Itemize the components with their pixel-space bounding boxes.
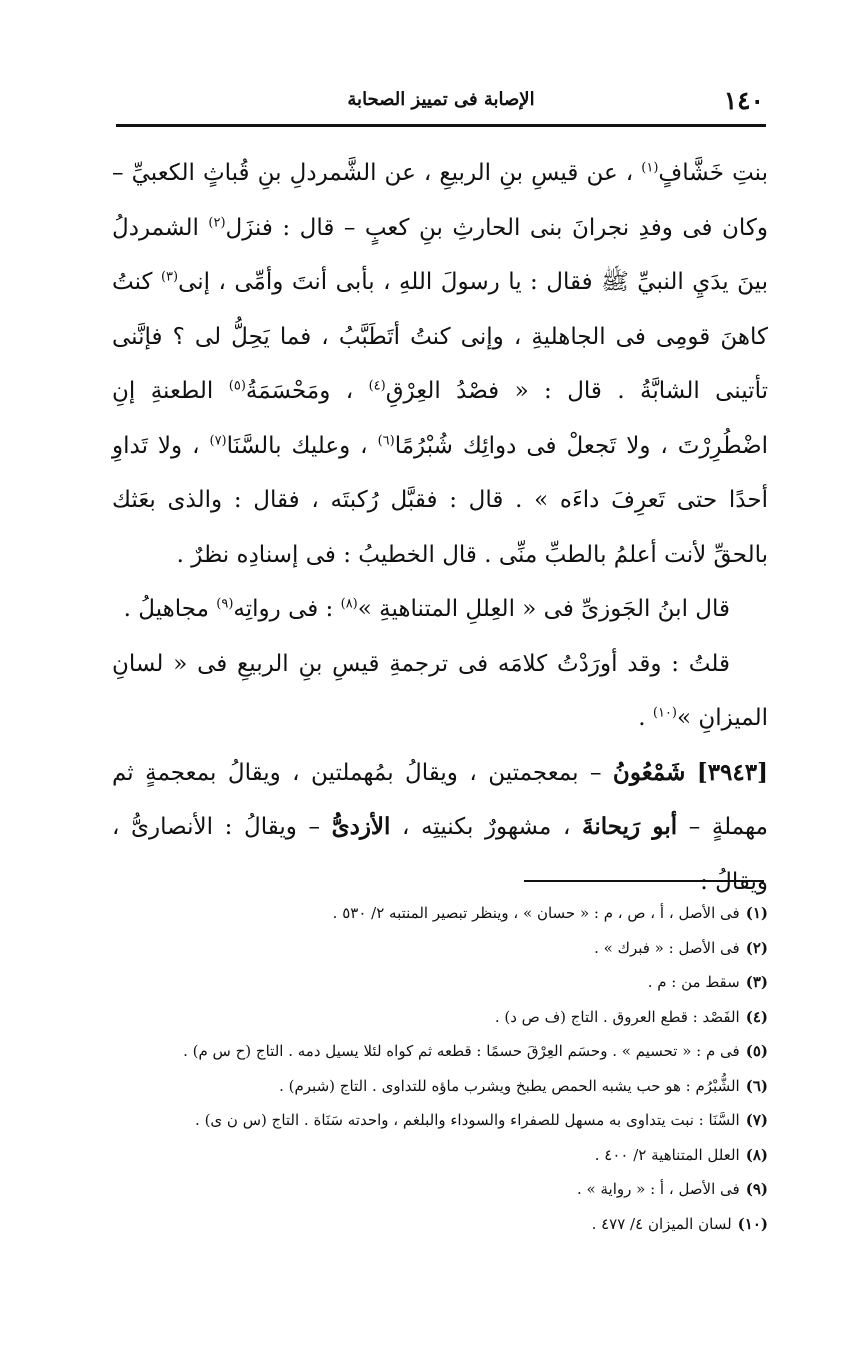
footnote-ref: (٥)	[228, 378, 246, 394]
footnote	[112, 965, 768, 1000]
footnote-text: فى م : « تحسيم » . وحسَم العِرْقَ حسمًا : قطعه ثم كواه لئلا يسيل دمه . التاج (ح س م) .	[183, 1042, 740, 1060]
text-run: مجاهيلُ .	[123, 596, 217, 622]
footnote	[112, 1034, 768, 1069]
footnote-number: (٥)	[745, 1042, 768, 1060]
footnote-text: العلل المتناهية ٢/ ٤٠٠ .	[594, 1145, 740, 1164]
footnote-number: (٢)	[745, 938, 768, 957]
footnote-number: (٧)	[745, 1111, 768, 1129]
entry-nisba: الأزدىُّ	[331, 813, 391, 840]
footnote-number: (٩)	[745, 1180, 768, 1198]
footnote-number: (٦)	[745, 1076, 768, 1095]
text-run: .	[638, 705, 653, 731]
footnote-ref: (١٠)	[652, 705, 677, 721]
footnote-number: (٣)	[745, 973, 768, 991]
ibn-jawzi-paragraph	[112, 582, 768, 637]
main-text	[112, 146, 768, 909]
footnote-ref: (١)	[641, 160, 659, 176]
text-run: – ويقالُ : الأنصارىُّ ، ويقالُ :	[112, 814, 768, 895]
text-run: – بمعجمتين ، ويقالُ بمُهملتين ، ويقالُ بمعجمةٍ ثم مهملةٍ –	[112, 759, 768, 840]
footnote-text: لسان الميزان ٤/ ٤٧٧ .	[591, 1214, 732, 1233]
text-run: ، عن قيسِ بنِ الربيعِ ، عن الشَّمردلِ بنِ قُباثٍ الكعبيِّ – وكان فى وفدِ نجرانَ بنى الحارثِ بنِ كعبٍ – قال : فنزَل	[112, 160, 768, 241]
text-run: قلتُ : وقد أورَدْتُ كلامَه فى ترجمةِ قيسِ بنِ الربيعِ فى « لسانِ الميزانِ »	[112, 650, 768, 731]
footnote-ref: (٧)	[209, 432, 227, 448]
footnote-text: فى الأصل : « فبرك » .	[594, 938, 740, 957]
footnote	[112, 931, 768, 966]
header-rule	[116, 124, 766, 127]
footnote-text: فى الأصل ، أ ، ص ، م : « حسان » ، وينظر تبصير المنتبه ٢/ ٥٣٠ .	[332, 904, 740, 922]
entry-number: [٣٩٤٣]	[696, 758, 769, 786]
hadith-paragraph	[112, 146, 768, 582]
text-run: بنتِ خَشَّافٍ	[658, 160, 768, 186]
footnote-text: فى الأصل ، أ : « رواية » .	[577, 1180, 740, 1198]
footnote-number: (١٠)	[737, 1214, 768, 1233]
text-run: الشمردلُ بينَ يدَيِ النبيِّ ﷺ فقال : يا رسولَ اللهِ ، بأبى أنتَ وأمِّى ، إنى	[112, 214, 768, 295]
footnote-text: الشُّبْرُم : هو حب يشبه الحمص يطبخ ويشرب ماؤه للتداوى . التاج (شبرم) .	[279, 1076, 740, 1095]
footnote-ref: (٣)	[160, 269, 179, 285]
footnote-text: السَّنَا : نبت يتداوى به مسهل للصفراء والسوداء والبلغم ، واحدته سَنَاة . التاج (س ن ى) .	[195, 1111, 740, 1129]
text-run: ، وعليك بالسَّنَا	[226, 432, 378, 459]
author-note-paragraph	[112, 637, 768, 746]
entry-name: شَمْعُونُ	[612, 758, 686, 786]
footnote-ref: (٦)	[377, 432, 395, 448]
text-run: ، مشهورٌ بكنيتِه ،	[390, 814, 583, 840]
footnote	[112, 1138, 768, 1173]
text-run: : فى رواتِه	[233, 596, 341, 622]
footnote	[112, 1172, 768, 1207]
text-run: الطعنةِ إنِ اضْطُرِرْتَ ، ولا تَجعلْ فى دوائِك شُبْرُمًا	[112, 378, 768, 459]
footnote-ref: (٤)	[368, 378, 386, 394]
running-title: الإصابة فى تمييز الصحابة	[347, 89, 535, 110]
text-run: ، ولا تَداوِ أحدًا حتى تَعرِفَ داءَه » . قال : فقبَّل رُكبتَه ، فقال : والذى بعَثك بالحقِّ لأنت أعلمُ بالطبِّ منِّى . قال الخطيبُ : فى إسنادِه نظرٌ .	[112, 432, 768, 568]
footnote-ref: (٩)	[216, 596, 234, 612]
entry-paragraph	[112, 746, 768, 910]
footnote	[112, 1207, 768, 1242]
footnote-text: الفَصْد : قطع العروق . التاج (ف ص د) .	[494, 1007, 740, 1026]
entry-kunya: أبو رَيحانةَ	[582, 813, 678, 840]
footnote-ref: (٢)	[208, 214, 226, 230]
text-run: قال ابنُ الجَوزىِّ فى « العِللِ المتناهيةِ »	[357, 596, 730, 622]
page-number: ١٤٠	[723, 86, 764, 115]
footnote	[112, 1000, 768, 1035]
footnote-number: (٨)	[745, 1145, 768, 1164]
footnote-text: سقط من : م .	[647, 973, 740, 991]
footnotes-list	[112, 896, 768, 1241]
footnote-number: (٤)	[745, 1007, 768, 1026]
footnote	[112, 896, 768, 931]
text-run: ، ومَحْسَمَةُ	[245, 378, 369, 404]
page-header	[118, 86, 764, 122]
footnote-rule	[524, 880, 764, 882]
footnote	[112, 1103, 768, 1138]
footnote-number: (١)	[745, 904, 768, 922]
footnote-ref: (٨)	[340, 596, 358, 612]
text-run: كنتُ كاهنَ قومِى فى الجاهليةِ ، وإنى كنتُ أتَطَبَّبُ ، فما يَحِلُّ لى ؟ فإنَّنى تأتينى الشابَّةُ . قال : « فصْدُ العِرْقِ	[112, 269, 768, 404]
footnote	[112, 1069, 768, 1104]
